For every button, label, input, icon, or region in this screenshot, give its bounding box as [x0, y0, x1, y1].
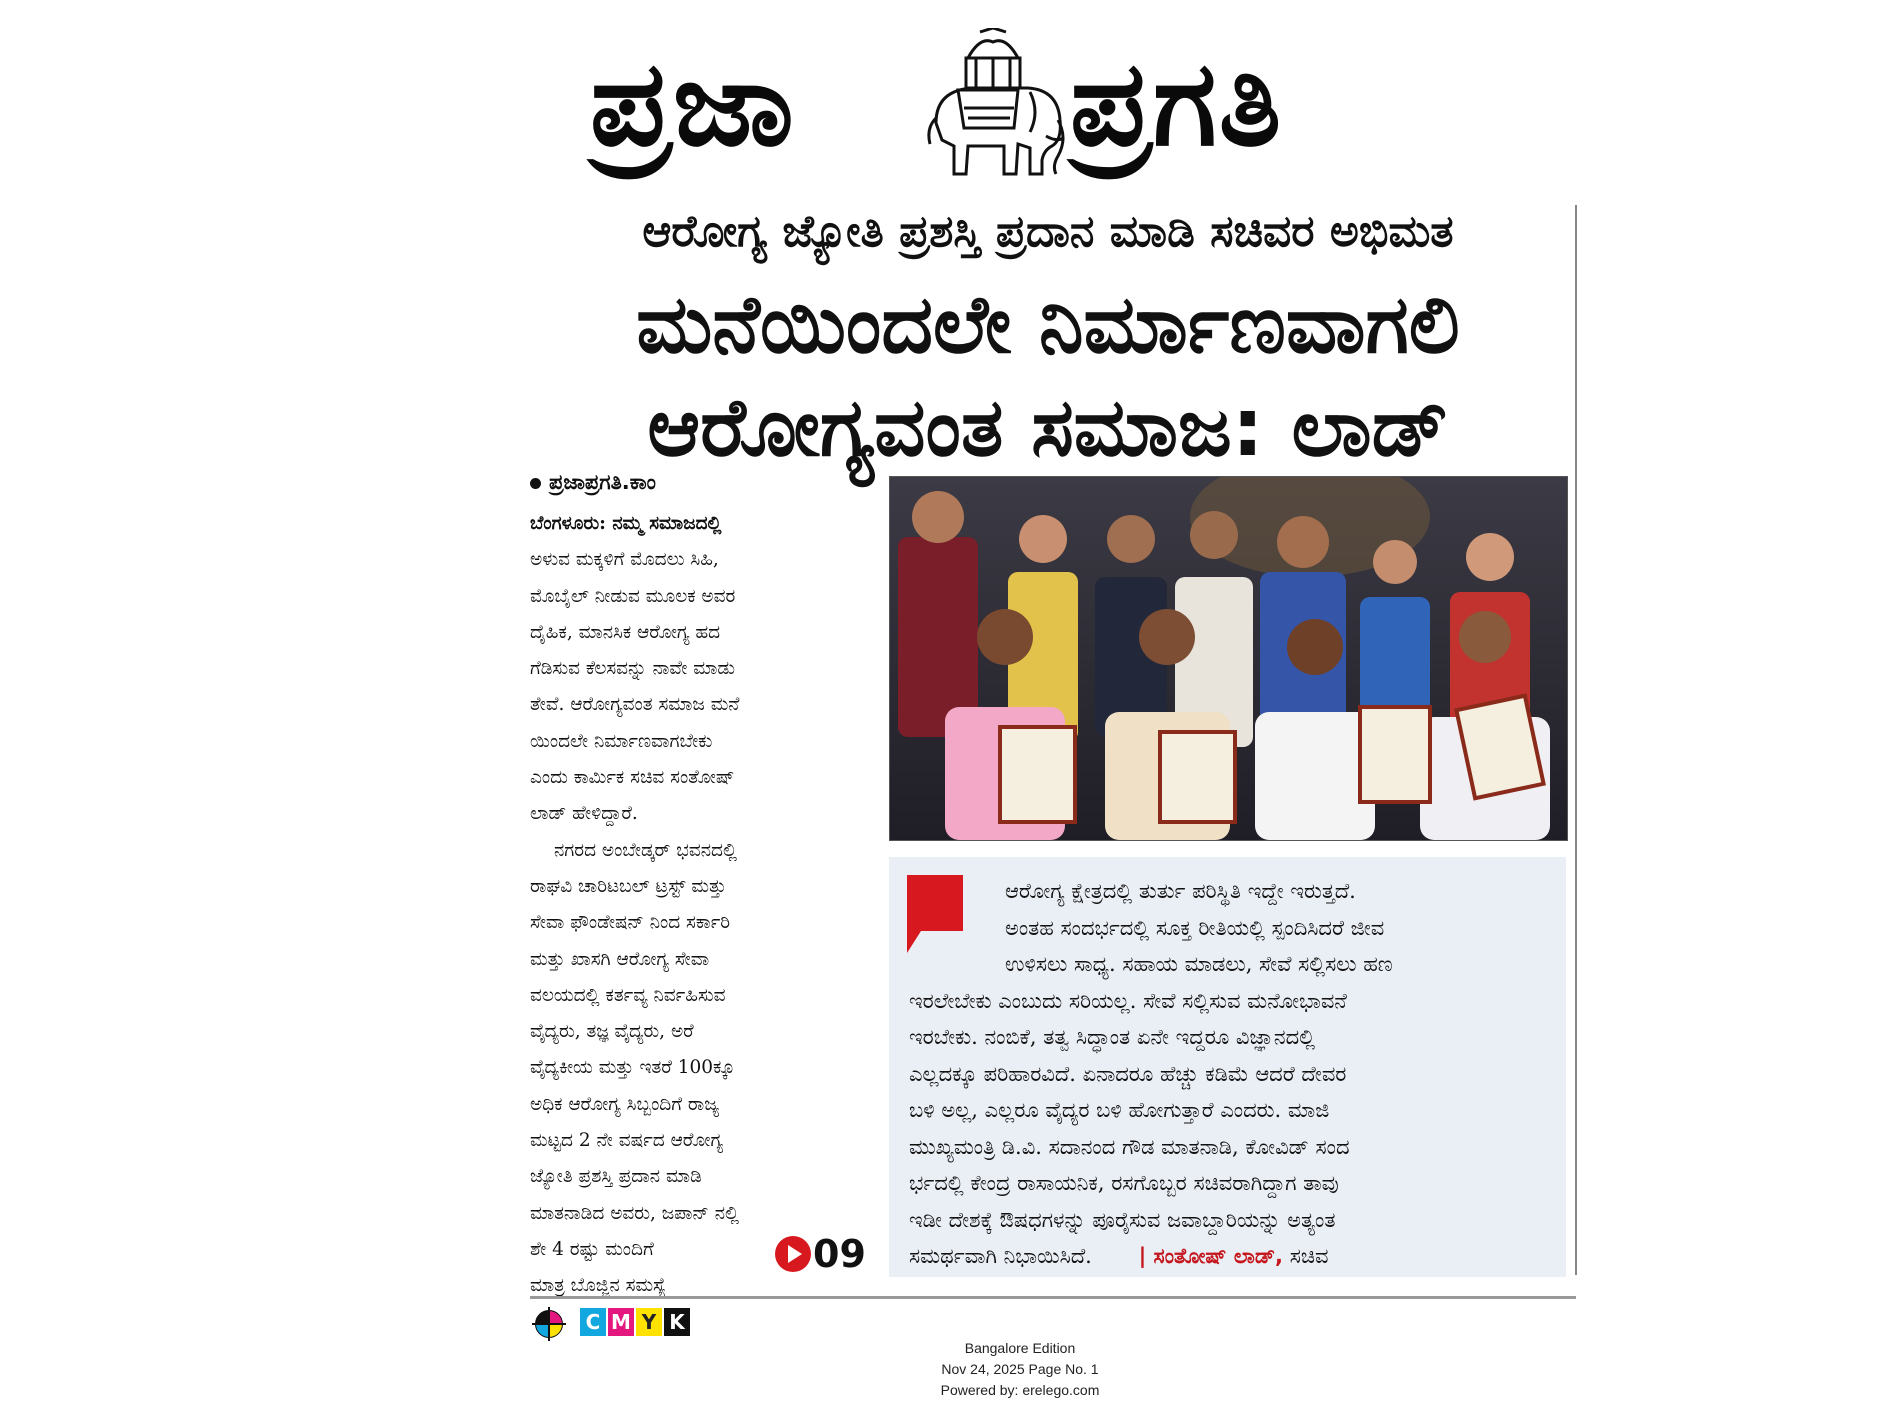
article-headline-line2: ಆರೋಗ್ಯವಂತ ಸಮಾಜ: ಲಾಡ್	[647, 381, 1449, 474]
quote-line: ಎಲ್ಲದಕ್ಕೂ ಪರಿಹಾರವಿದೆ. ಏನಾದರೂ ಹೆಚ್ಚು ಕಡಿಮೆ ಆದರೆ ದೇವರ	[909, 1061, 1347, 1086]
quote-line: ಇಡೀ ದೇಶಕ್ಕೆ ಔಷಧಗಳನ್ನು ಪೂರೈಸುವ ಜವಾಬ್ದಾರಿಯನ್ನು ಅತ್ಯಂತ	[909, 1207, 1336, 1232]
column-divider	[1575, 205, 1577, 1275]
quote-line: ಆರೋಗ್ಯ ಕ್ಷೇತ್ರದಲ್ಲಿ ತುರ್ತು ಪರಿಸ್ಥಿತಿ ಇದ್ದೇ ಇರುತ್ತದೆ.	[1005, 879, 1356, 903]
body-line: ಮಾತ್ರ ಬೊಜ್ಜಿನ ಸಮಸ್ಯೆ	[530, 1275, 667, 1297]
play-arrow-icon	[775, 1236, 811, 1272]
quote-line: ಉಳಿಸಲು ಸಾಧ್ಯ. ಸಹಾಯ ಮಾಡಲು, ಸೇವೆ ಸಲ್ಲಿಸಲು ಹಣ	[1005, 952, 1393, 976]
masthead	[590, 28, 1450, 178]
masthead-title-right: ಪ್ರಗತಿ	[1070, 34, 1284, 172]
quote-line-text: ಸಮರ್ಥವಾಗಿ ನಿಭಾಯಿಸಿದೆ.	[909, 1244, 1092, 1268]
elephant-emblem-icon	[918, 28, 1068, 178]
article-kicker: ಆರೋಗ್ಯ ಜ್ಯೋತಿ ಪ್ರಶಸ್ತಿ ಪ್ರದಾನ ಮಾಡಿ ಸಚಿವರ ಅಭಿಮತ	[642, 206, 1454, 257]
body-line: ಶೇ 4 ರಷ್ಟು ಮಂದಿಗೆ	[530, 1238, 654, 1260]
body-line: ಲಾಡ್ ಹೇಳಿದ್ದಾರೆ.	[530, 803, 638, 825]
body-line: ಯಿಂದಲೇ ನಿರ್ಮಾಣವಾಗಬೇಕು	[530, 730, 713, 752]
quote-line-last	[909, 1238, 1549, 1275]
body-line: ಸೇವಾ ಫೌಂಡೇಷನ್ ನಿಂದ ಸರ್ಕಾರಿ	[530, 912, 731, 934]
continued-page-number: 09	[813, 1232, 866, 1276]
body-line: ನಗರದ ಅಂಬೇಡ್ಕರ್ ಭವನದಲ್ಲಿ	[554, 839, 737, 861]
footer-edition: Bangalore Edition	[964, 1340, 1076, 1356]
masthead-title-left: ಪ್ರಜಾ	[590, 34, 796, 172]
cmyk-cyan: C	[580, 1308, 606, 1336]
page-footer	[830, 1338, 1210, 1401]
quote-line: ಇರಬೇಕು. ನಂಬಿಕೆ, ತತ್ವ ಸಿದ್ಧಾಂತ ಏನೇ ಇದ್ದರೂ ವಿಜ್ಞಾನದಲ್ಲಿ	[909, 1025, 1316, 1049]
body-line: ಅಧಿಕ ಆರೋಗ್ಯ ಸಿಬ್ಬಂದಿಗೆ ರಾಜ್ಯ	[530, 1093, 720, 1115]
body-line: ರಾಘವಿ ಚಾರಿಟಬಲ್ ಟ್ರಸ್ಟ್ ಮತ್ತು	[530, 875, 727, 897]
quote-line: ರ್ಭದಲ್ಲಿ ಕೇಂದ್ರ ರಾಸಾಯನಿಕ, ರಸಗೊಬ್ಬರ ಸಚಿವರಾಗಿದ್ದಾಗ ತಾವು	[909, 1171, 1339, 1195]
pull-quote-box	[889, 857, 1566, 1277]
body-line: ಮತ್ತು ಖಾಸಗಿ ಆರೋಗ್ಯ ಸೇವಾ	[530, 948, 710, 970]
quote-line: ಅಂತಹ ಸಂದರ್ಭದಲ್ಲಿ ಸೂಕ್ತ ರೀತಿಯಲ್ಲಿ ಸ್ಪಂದಿಸಿದರೆ ಜೀವ	[1005, 915, 1385, 940]
registration-mark-icon	[532, 1307, 566, 1341]
bottom-rule	[530, 1296, 1576, 1299]
continued-on-page[interactable]	[775, 1234, 866, 1274]
body-line: ತೇವೆ. ಆರೋಗ್ಯವಂತ ಸಮಾಜ ಮನೆ	[530, 694, 740, 716]
body-line: ಮಟ್ಟದ 2 ನೇ ವರ್ಷದ ಆರೋಗ್ಯ	[530, 1130, 724, 1152]
body-line: ದೈಹಿಕ, ಮಾನಸಿಕ ಆರೋಗ್ಯ ಹದ	[530, 621, 721, 643]
body-line: ಗೆಡಿಸುವ ಕೆಲಸವನ್ನು ನಾವೇ ಮಾಡು	[530, 658, 736, 680]
quote-attribution-name: | ಸಂತೋಷ್ ಲಾಡ್,	[1138, 1244, 1284, 1268]
body-line: ಮೊಬೈಲ್ ನೀಡುವ ಮೂಲಕ ಅವರ	[530, 585, 736, 607]
quote-line: ಇರಲೇಬೇಕು ಎಂಬುದು ಸರಿಯಲ್ಲ. ಸೇವೆ ಸಲ್ಲಿಸುವ ಮನೋಭಾವನೆ	[909, 988, 1347, 1013]
body-line: ಎಂದು ಕಾರ್ಮಿಕ ಸಚಿವ ಸಂತೋಷ್	[530, 767, 735, 789]
cmyk-magenta: M	[608, 1308, 634, 1336]
byline	[530, 467, 656, 497]
byline-text: ಪ್ರಜಾಪ್ರಗತಿ.ಕಾಂ	[549, 470, 656, 494]
footer-powered-by[interactable]: Powered by: erelego.com	[940, 1382, 1100, 1398]
body-line: ವೈದ್ಯರು, ತಜ್ಞ ವೈದ್ಯರು, ಅರೆ	[530, 1021, 694, 1043]
award-ceremony-photo	[889, 476, 1568, 841]
quote-line: ಬಳಿ ಅಲ್ಲ, ಎಲ್ಲರೂ ವೈದ್ಯರ ಬಳಿ ಹೋಗುತ್ತಾರೆ ಎಂದರು. ಮಾಜಿ	[909, 1098, 1330, 1122]
body-line: ಅಳುವ ಮಕ್ಕಳಿಗೆ ಮೊದಲು ಸಿಹಿ,	[530, 549, 719, 571]
cmyk-black: K	[664, 1308, 690, 1336]
body-line: ಬೆಂಗಳೂರು: ನಮ್ಮ ಸಮಾಜದಲ್ಲಿ	[530, 513, 722, 534]
article-headline-line1: ಮನೆಯಿಂದಲೇ ನಿರ್ಮಾಣವಾಗಲಿ	[636, 278, 1460, 371]
quote-line: ಮುಖ್ಯಮಂತ್ರಿ ಡಿ.ವಿ. ಸದಾನಂದ ಗೌಡ ಮಾತನಾಡಿ, ಕೋವಿಡ್ ಸಂದ	[909, 1134, 1350, 1159]
body-line: ಮಾತನಾಡಿದ ಅವರು, ಜಪಾನ್ ನಲ್ಲಿ	[530, 1202, 739, 1224]
bullet-icon	[530, 478, 541, 489]
pull-quote-text	[909, 873, 1549, 1275]
footer-date-page: Nov 24, 2025 Page No. 1	[941, 1361, 1099, 1377]
body-line: ವಲಯದಲ್ಲಿ ಕರ್ತವ್ಯ ನಿರ್ವಹಿಸುವ	[530, 984, 726, 1006]
body-line: ವೈದ್ಯಕೀಯ ಮತ್ತು ಇತರೆ 100ಕ್ಕೂ	[530, 1057, 735, 1079]
quote-attribution-title: ಸಚಿವ	[1289, 1244, 1329, 1268]
cmyk-color-bar	[580, 1308, 692, 1338]
cmyk-yellow: Y	[636, 1308, 662, 1336]
article-body	[530, 506, 860, 1305]
body-line: ಜ್ಯೋತಿ ಪ್ರಶಸ್ತಿ ಪ್ರದಾನ ಮಾಡಿ	[530, 1166, 702, 1188]
